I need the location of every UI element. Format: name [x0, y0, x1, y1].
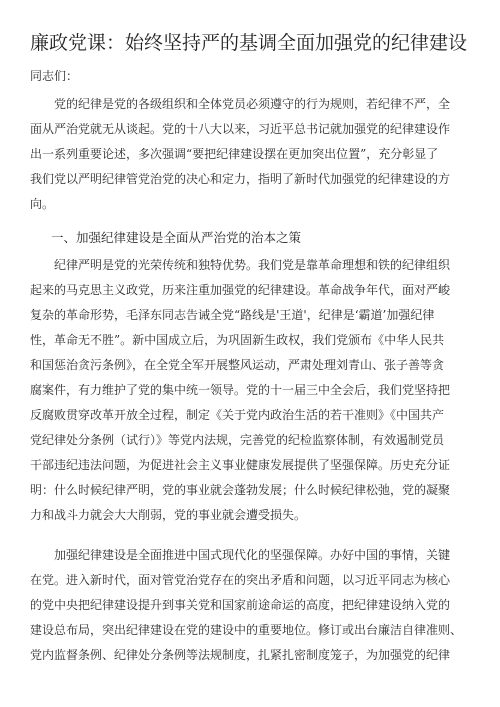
paragraph-line: 建设总布局，突出纪律建设在党的建设中的重要地位。修订或出台廉洁自律准则、 — [30, 623, 463, 637]
paragraph-1 — [30, 92, 470, 217]
paragraph-line: 在党。进入新时代，面对管党治党存在的突出矛盾和问题，以习近平同志为核心 — [30, 573, 451, 587]
paragraph-line: 出一系列重要论述，多次强调“要把纪律建设摆在更加突出位置”，充分彰显了 — [30, 147, 439, 161]
paragraph-line: 明：什么时候纪律严明，党的事业就会蓬勃发展；什么时候纪律松弛，党的凝聚 — [30, 483, 451, 497]
paragraph-line: 党内监督条例、纪律处分条例等法规制度，扎紧扎密制度笼子，为加强党的纪律 — [30, 648, 451, 662]
paragraph-line: 力和战斗力就会大大削弱，党的事业就会遭受损失。 — [30, 508, 307, 522]
paragraph-3 — [30, 543, 470, 668]
paragraph-line: 加强纪律建设是全面推进中国式现代化的坚强保障。办好中国的事情，关键 — [54, 548, 451, 562]
paragraph-line: 腐案件，有力维护了党的集中统一领导。党的十一届三中全会后，我们党坚持把 — [30, 383, 451, 397]
paragraph-line: 复杂的革命形势，毛泽东同志告诫全党“路线是'王道'，纪律是‘霸道’加强纪律 — [30, 308, 435, 322]
paragraph-line: 反腐败贯穿改革开放全过程，制定《关于党内政治生活的若干准则》《中国共产 — [30, 408, 445, 422]
paragraph-line: 和国惩治贪污条例》，在全党全军开展整风运动，严肃处理刘青山、张子善等贪 — [30, 358, 445, 372]
paragraph-line: 起来的马克思主义政党，历来注重加强党的纪律建设。革命战争年代，面对严峻 — [30, 283, 451, 297]
paragraph-line: 党纪律处分条例（试行）》等党内法规，完善党的纪检监察体制，有效遏制党员 — [30, 433, 445, 447]
paragraph-line: 我们党以严明纪律管党治党的决心和定力，指明了新时代加强党的纪律建设的方 — [30, 172, 451, 186]
paragraph-line: 面从严治党就无从谈起。党的十八大以来，习近平总书记就加强党的纪律建设作 — [30, 122, 451, 136]
paragraph-line: 干部违纪违法问题，为促进社会主义事业健康发展提供了坚强保障。历史充分证 — [30, 458, 451, 472]
paragraph-line: 纪律严明是党的光荣传统和独特优势。我们党是靠革命理想和铁的纪律组织 — [54, 258, 451, 272]
paragraph-line: 向。 — [30, 197, 55, 211]
section-heading: 一、加强纪律建设是全面从严治党的治本之策 — [51, 230, 302, 245]
paragraph-line: 的党中央把纪律建设提升到事关党和国家前途命运的高度，把纪律建设纳入党的 — [30, 598, 451, 612]
paragraph-line: 性，革命无不胜”。新中国成立后，为巩固新生政权，我们党颁布《中华人民共 — [30, 333, 445, 347]
paragraph-2 — [30, 253, 470, 528]
paragraph-line: 党的纪律是党的各级组织和全体党员必须遵守的行为规则，若纪律不严，全 — [54, 97, 451, 111]
salutation: 同志们： — [30, 69, 79, 83]
document-title: 廉政党课：始终坚持严的基调全面加强党的纪律建设 — [30, 32, 468, 54]
